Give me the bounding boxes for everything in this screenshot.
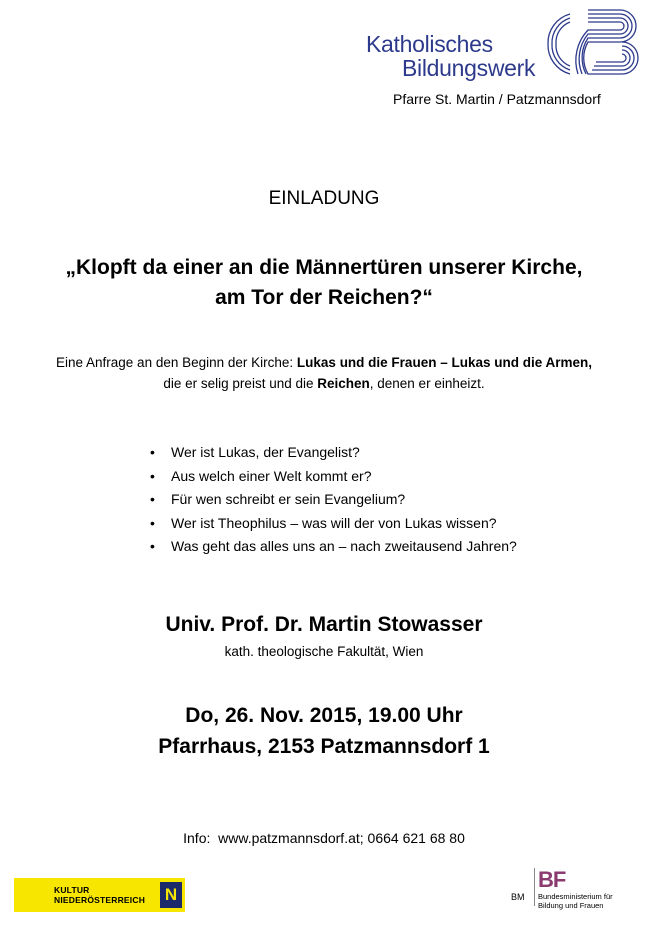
event-location: Pfarrhaus, 2153 Patzmannsdorf 1 [158, 735, 490, 758]
intro-text [0, 352, 648, 394]
kbw-logo-icon [540, 8, 640, 78]
intro-part2: , denen er einheizt. [369, 376, 485, 391]
kultur-line-2: NIEDERÖSTERREICH [54, 895, 146, 905]
ministry-line-2: Bildung und Frauen [538, 901, 604, 910]
kultur-line-1: KULTUR [54, 885, 90, 895]
bmbf-divider [534, 868, 535, 906]
ministry-line-1: Bundesministerium für [538, 892, 613, 901]
speaker-affiliation: kath. theologische Fakultät, Wien [224, 644, 424, 659]
parish-name: Pfarre St. Martin / Patzmannsdorf [393, 91, 601, 107]
event-details [0, 700, 648, 762]
list-item: • Was geht das alles uns an – nach zweitausend Jahren? [150, 535, 517, 559]
noe-badge-letter: N [164, 885, 178, 904]
questions-list [150, 441, 517, 559]
bm-label: BM [511, 892, 525, 902]
speaker-name: Univ. Prof. Dr. Martin Stowasser [165, 613, 483, 636]
title-line-2: am Tor der Reichen?“ [215, 286, 433, 309]
noe-badge-icon [160, 882, 182, 908]
logo-line-1: Katholisches [366, 31, 493, 57]
list-item: • Wer ist Lukas, der Evangelist? [150, 441, 517, 465]
kultur-text [54, 885, 145, 905]
list-item: • Wer ist Theophilus – was will der von Lukas wissen? [150, 512, 517, 536]
ministry-name [538, 892, 613, 910]
intro-line-1 [0, 352, 648, 373]
kbw-logo [366, 32, 535, 80]
intro-bold: Lukas und die Frauen – Lukas und die Armen, [296, 355, 592, 370]
event-title [0, 253, 648, 313]
list-item: • Aus welch einer Welt kommt er? [150, 465, 517, 489]
intro-line-2 [0, 373, 648, 394]
intro-part1: die er selig preist und die [163, 376, 318, 391]
title-line-1: „Klopft da einer an die Männertüren unserer Kirche, [65, 256, 583, 279]
logo-line-2: Bildungswerk [402, 55, 536, 81]
intro-reichen: Reichen [317, 376, 370, 391]
bf-label: BF [538, 867, 566, 892]
list-item: • Für wen schreibt er sein Evangelium? [150, 488, 517, 512]
invitation-label: EINLADUNG [268, 188, 380, 209]
kultur-niederoesterreich-logo [14, 878, 185, 912]
event-datetime: Do, 26. Nov. 2015, 19.00 Uhr [185, 704, 463, 727]
info-line: Info: www.patzmannsdorf.at; 0664 621 68 80 [183, 830, 465, 846]
intro-plain: Eine Anfrage an den Beginn der Kirche: [56, 355, 297, 370]
